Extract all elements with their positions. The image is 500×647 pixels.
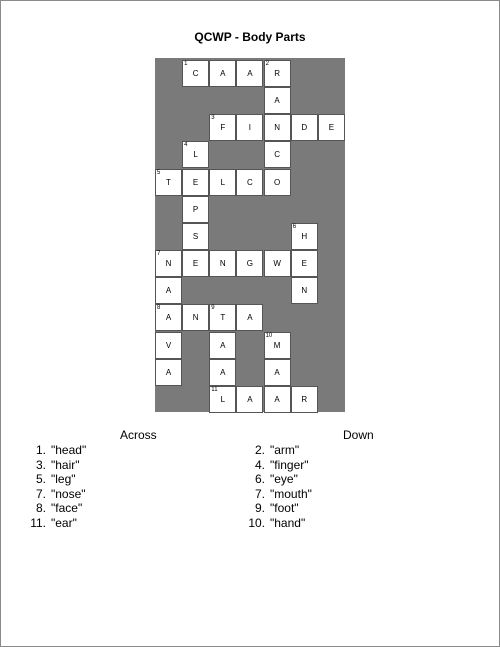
grid-cell bbox=[236, 114, 263, 141]
cell-letter: C bbox=[192, 69, 199, 78]
grid-cell bbox=[264, 87, 291, 114]
cell-letter: A bbox=[274, 367, 280, 377]
cell-letter: P bbox=[192, 204, 199, 214]
cell-letter: R bbox=[301, 394, 308, 404]
grid-cell bbox=[182, 250, 209, 277]
cell-letter: V bbox=[165, 340, 172, 350]
cell-letter: E bbox=[328, 123, 335, 133]
clue-text: "head" bbox=[51, 443, 87, 457]
clue-number: 1. bbox=[35, 443, 46, 457]
clue-text: "mouth" bbox=[270, 486, 312, 501]
grid-cell bbox=[209, 386, 236, 413]
grid-cell bbox=[264, 60, 291, 87]
grid-cell bbox=[291, 223, 318, 250]
grid-cell bbox=[264, 332, 291, 359]
clue-text: "leg" bbox=[51, 472, 76, 486]
grid-cell bbox=[155, 304, 182, 331]
clue-number: 8. bbox=[35, 501, 46, 515]
cell-letter: A bbox=[165, 367, 172, 377]
across-heading: Across bbox=[120, 428, 157, 442]
clue-text: "ear" bbox=[51, 515, 77, 530]
cell-letter: A bbox=[220, 367, 226, 377]
clue-number: 3. bbox=[35, 457, 46, 472]
clue-text: "foot" bbox=[270, 501, 299, 515]
grid-cell bbox=[236, 250, 263, 277]
cell-letter: L bbox=[220, 177, 226, 187]
cell-letter: E bbox=[301, 259, 307, 268]
clue-text: "hair" bbox=[51, 457, 80, 472]
cell-number: 9 bbox=[211, 305, 215, 312]
cell-letter: T bbox=[220, 313, 226, 323]
grid-cell bbox=[264, 250, 291, 277]
clue-number: 6. bbox=[254, 472, 265, 486]
cell-letter: O bbox=[273, 177, 281, 187]
cell-letter: D bbox=[301, 123, 308, 133]
cell-letter: A bbox=[274, 394, 280, 404]
clue-text: "eye" bbox=[270, 472, 298, 486]
cell-letter: R bbox=[274, 69, 280, 78]
grid-cell bbox=[155, 250, 182, 277]
grid-cell bbox=[264, 359, 291, 386]
cell-number: 4 bbox=[184, 142, 188, 149]
clue-number: 2. bbox=[254, 443, 265, 457]
grid-cell bbox=[155, 277, 182, 304]
grid-cell bbox=[209, 250, 236, 277]
clue-number: 10. bbox=[248, 515, 265, 530]
cell-letter: L bbox=[220, 394, 226, 404]
grid-cell bbox=[209, 359, 236, 386]
cell-letter: W bbox=[273, 259, 281, 268]
clue-text: "face" bbox=[51, 501, 83, 515]
clue-number: 7. bbox=[254, 486, 265, 501]
grid-cell bbox=[182, 304, 209, 331]
cell-number: 5 bbox=[157, 169, 161, 176]
cell-letter: H bbox=[301, 231, 308, 241]
cell-number: 7 bbox=[157, 251, 161, 257]
clue-item bbox=[244, 458, 309, 472]
grid-cell bbox=[236, 304, 263, 331]
cell-letter: A bbox=[247, 69, 253, 78]
grid-cell bbox=[155, 332, 182, 359]
clue-item bbox=[25, 458, 80, 472]
grid-cell bbox=[155, 359, 182, 386]
cell-letter: E bbox=[192, 177, 199, 187]
grid-cell bbox=[264, 169, 291, 196]
grid-cell bbox=[182, 169, 209, 196]
cell-letter: N bbox=[219, 259, 226, 268]
grid-cell bbox=[291, 114, 318, 141]
cell-letter: L bbox=[193, 150, 198, 160]
clue-item bbox=[25, 443, 86, 457]
clue-text: "arm" bbox=[270, 443, 300, 457]
cell-number: 2 bbox=[265, 61, 269, 67]
cell-number: 8 bbox=[157, 305, 161, 312]
cell-number: 6 bbox=[292, 223, 297, 230]
cell-letter: A bbox=[220, 69, 226, 78]
clue-item bbox=[244, 487, 312, 501]
cell-letter: E bbox=[192, 259, 199, 268]
cell-letter: N bbox=[274, 123, 280, 133]
grid-cell bbox=[236, 386, 263, 413]
grid-cell bbox=[264, 141, 291, 168]
cell-letter: I bbox=[248, 123, 251, 133]
grid-cell bbox=[318, 114, 345, 141]
clue-item bbox=[244, 443, 299, 457]
grid-cell bbox=[209, 60, 236, 87]
grid-cell bbox=[209, 304, 236, 331]
cell-letter: N bbox=[301, 286, 308, 296]
clue-number: 7. bbox=[35, 486, 46, 501]
grid-cell bbox=[291, 250, 318, 277]
clue-item bbox=[244, 516, 305, 530]
cell-letter: M bbox=[273, 340, 281, 350]
cell-letter: A bbox=[247, 394, 253, 404]
cell-number: 1 bbox=[184, 61, 188, 67]
cell-letter: A bbox=[220, 340, 226, 350]
cell-number: 11 bbox=[211, 386, 218, 393]
grid-cell bbox=[236, 60, 263, 87]
clue-item bbox=[244, 472, 298, 486]
cell-number: 3 bbox=[211, 115, 215, 122]
grid-cell bbox=[182, 196, 209, 223]
cell-letter: T bbox=[166, 177, 171, 187]
cell-letter: G bbox=[246, 259, 253, 268]
cell-letter: N bbox=[165, 259, 172, 268]
grid-cell bbox=[155, 169, 182, 196]
clue-number: 11. bbox=[30, 515, 46, 530]
cell-letter: A bbox=[274, 96, 280, 106]
clue-text: "finger" bbox=[270, 457, 309, 472]
grid-cell bbox=[291, 277, 318, 304]
clue-text: "hand" bbox=[270, 515, 306, 530]
clue-text: "nose" bbox=[51, 486, 86, 501]
grid-cell bbox=[182, 223, 209, 250]
cell-letter: A bbox=[165, 313, 172, 323]
grid-cell bbox=[182, 60, 209, 87]
clue-item bbox=[25, 487, 86, 501]
cell-letter: C bbox=[247, 177, 253, 187]
grid-cell bbox=[209, 169, 236, 196]
grid-cell bbox=[291, 386, 318, 413]
grid-cell bbox=[236, 169, 263, 196]
cell-letter: C bbox=[274, 150, 280, 160]
grid-cell bbox=[182, 141, 209, 168]
clue-item bbox=[25, 516, 77, 530]
crossword-grid bbox=[155, 58, 345, 412]
cell-letter: A bbox=[165, 286, 172, 296]
clue-number: 9. bbox=[254, 501, 265, 515]
grid-cell bbox=[209, 332, 236, 359]
cell-letter: N bbox=[192, 313, 199, 323]
clue-item bbox=[25, 501, 82, 515]
down-heading: Down bbox=[343, 428, 374, 442]
puzzle-title: QCWP - Body Parts bbox=[194, 30, 306, 44]
cell-letter: F bbox=[220, 123, 226, 133]
grid-cell bbox=[209, 114, 236, 141]
grid-cell bbox=[264, 386, 291, 413]
cell-letter: S bbox=[192, 231, 199, 241]
grid-cell bbox=[264, 114, 291, 141]
clue-item bbox=[244, 501, 299, 515]
cell-number: 10 bbox=[265, 332, 273, 339]
clue-item bbox=[25, 472, 76, 486]
clue-number: 4. bbox=[254, 457, 265, 472]
clue-number: 5. bbox=[35, 472, 46, 486]
cell-letter: A bbox=[247, 313, 253, 323]
